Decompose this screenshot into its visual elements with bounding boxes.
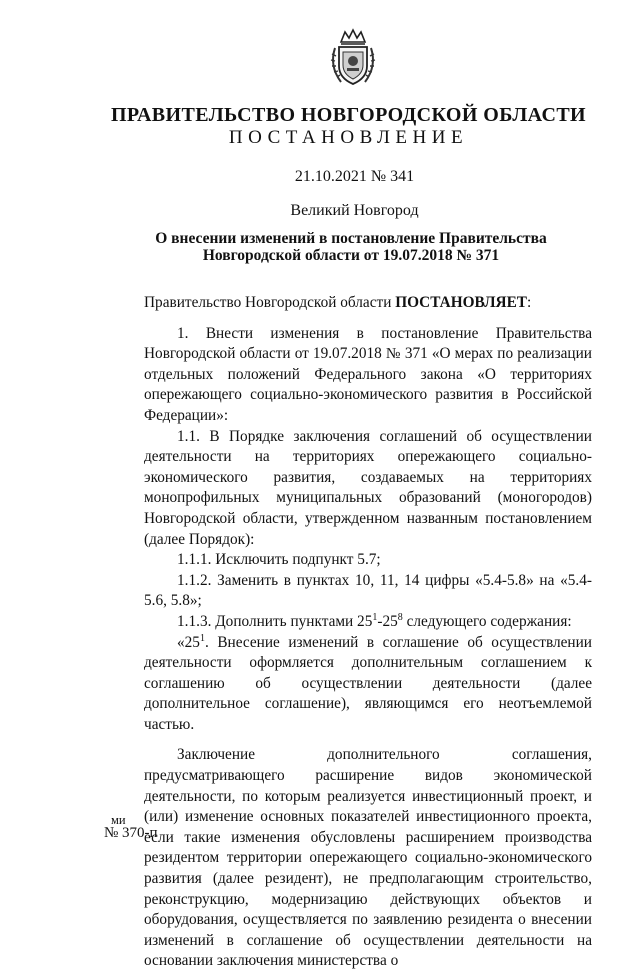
subject-line-1: О внесении изменений в постановление Правительства [155, 230, 547, 247]
paragraph-25-1-number: «25 [177, 633, 200, 651]
paragraph-1-1-3 [144, 612, 592, 633]
city-name: Великий Новгород [290, 202, 419, 219]
document-subject [145, 230, 557, 264]
preamble-keyword: ПОСТАНОВЛЯЕТ [395, 294, 527, 311]
superscript: 1 [372, 611, 378, 623]
preamble-text: Правительство Новгородской области [144, 294, 396, 311]
paragraph-conclusion: Заключение дополнительного соглашения, предусматривающего расширение видов экономической деятельности, по которым реализуется инвестиционный проект, и (или) изменение основных показателей инвестиционного проекта, если такие изменения обусловлены расширением производства резидентом территории опережающего социально-экономического развития (далее резидент), не предполагающим строительство, реконструкцию, модернизацию действующих объектов и оборудования, осуществляется по заявлению резидента о внесении изменений в соглашение об осуществлении деятельности на основании заключения министерства о [144, 746, 592, 970]
organization-title: ПРАВИТЕЛЬСТВО НОВГОРОДСКОЙ ОБЛАСТИ [110, 104, 587, 126]
paragraph-1-1-3-text-c: следующего содержания: [402, 612, 572, 630]
paragraph-25-1-text: . Внесение изменений в соглашение об осуществлении деятельности оформляется дополнительным соглашением к соглашению об осуществлении деятельности (далее дополнительное соглашение), являющимся его неотъемлемой частью. [144, 633, 592, 733]
subject-line-2: Новгородской области от 19.07.2018 № 371 [202, 247, 500, 264]
document-type: ПОСТАНОВЛЕНИЕ [228, 127, 469, 148]
paragraph-1: 1. Внести изменения в постановление Правительства Новгородской области от 19.07.2018 № 371 «О мерах по реализации отдельных положений Федерального закона «О территориях опережающего социально-экономического развития в Российской Федерации»: [144, 324, 592, 424]
paragraph-1-1-3-text-a: 1.1.3. Дополнить пунктами 25 [177, 612, 373, 630]
footer-initials: ми [111, 813, 126, 827]
preamble-end: : [527, 294, 532, 311]
paragraph-1-1-1: 1.1.1. Исключить подпункт 5.7; [177, 551, 381, 569]
paragraph-25-1 [144, 633, 592, 736]
paragraph-1-1-2: 1.1.2. Заменить в пунктах 10, 11, 14 цифры «5.4-5.8» на «5.4-5.6, 5.8»; [144, 571, 592, 610]
document-body [144, 293, 592, 972]
date-and-number: 21.10.2021 № 341 [294, 168, 415, 185]
superscript: 1 [199, 632, 205, 644]
superscript: 8 [397, 611, 403, 623]
paragraph-1-1-3-text-b: -25 [377, 612, 398, 630]
coat-of-arms-emblem [327, 28, 379, 88]
preamble [144, 293, 592, 314]
paragraph-1-1: 1.1. В Порядке заключения соглашений об осуществлении деятельности на территориях опережающего социально-экономического развития, создаваемых на территориях монопрофильных муниципальных образований (моногородов) Новгородской области, утвержденном названным постановлением (далее Порядок): [144, 427, 592, 548]
footer-document-code: № 370-п [104, 825, 158, 841]
